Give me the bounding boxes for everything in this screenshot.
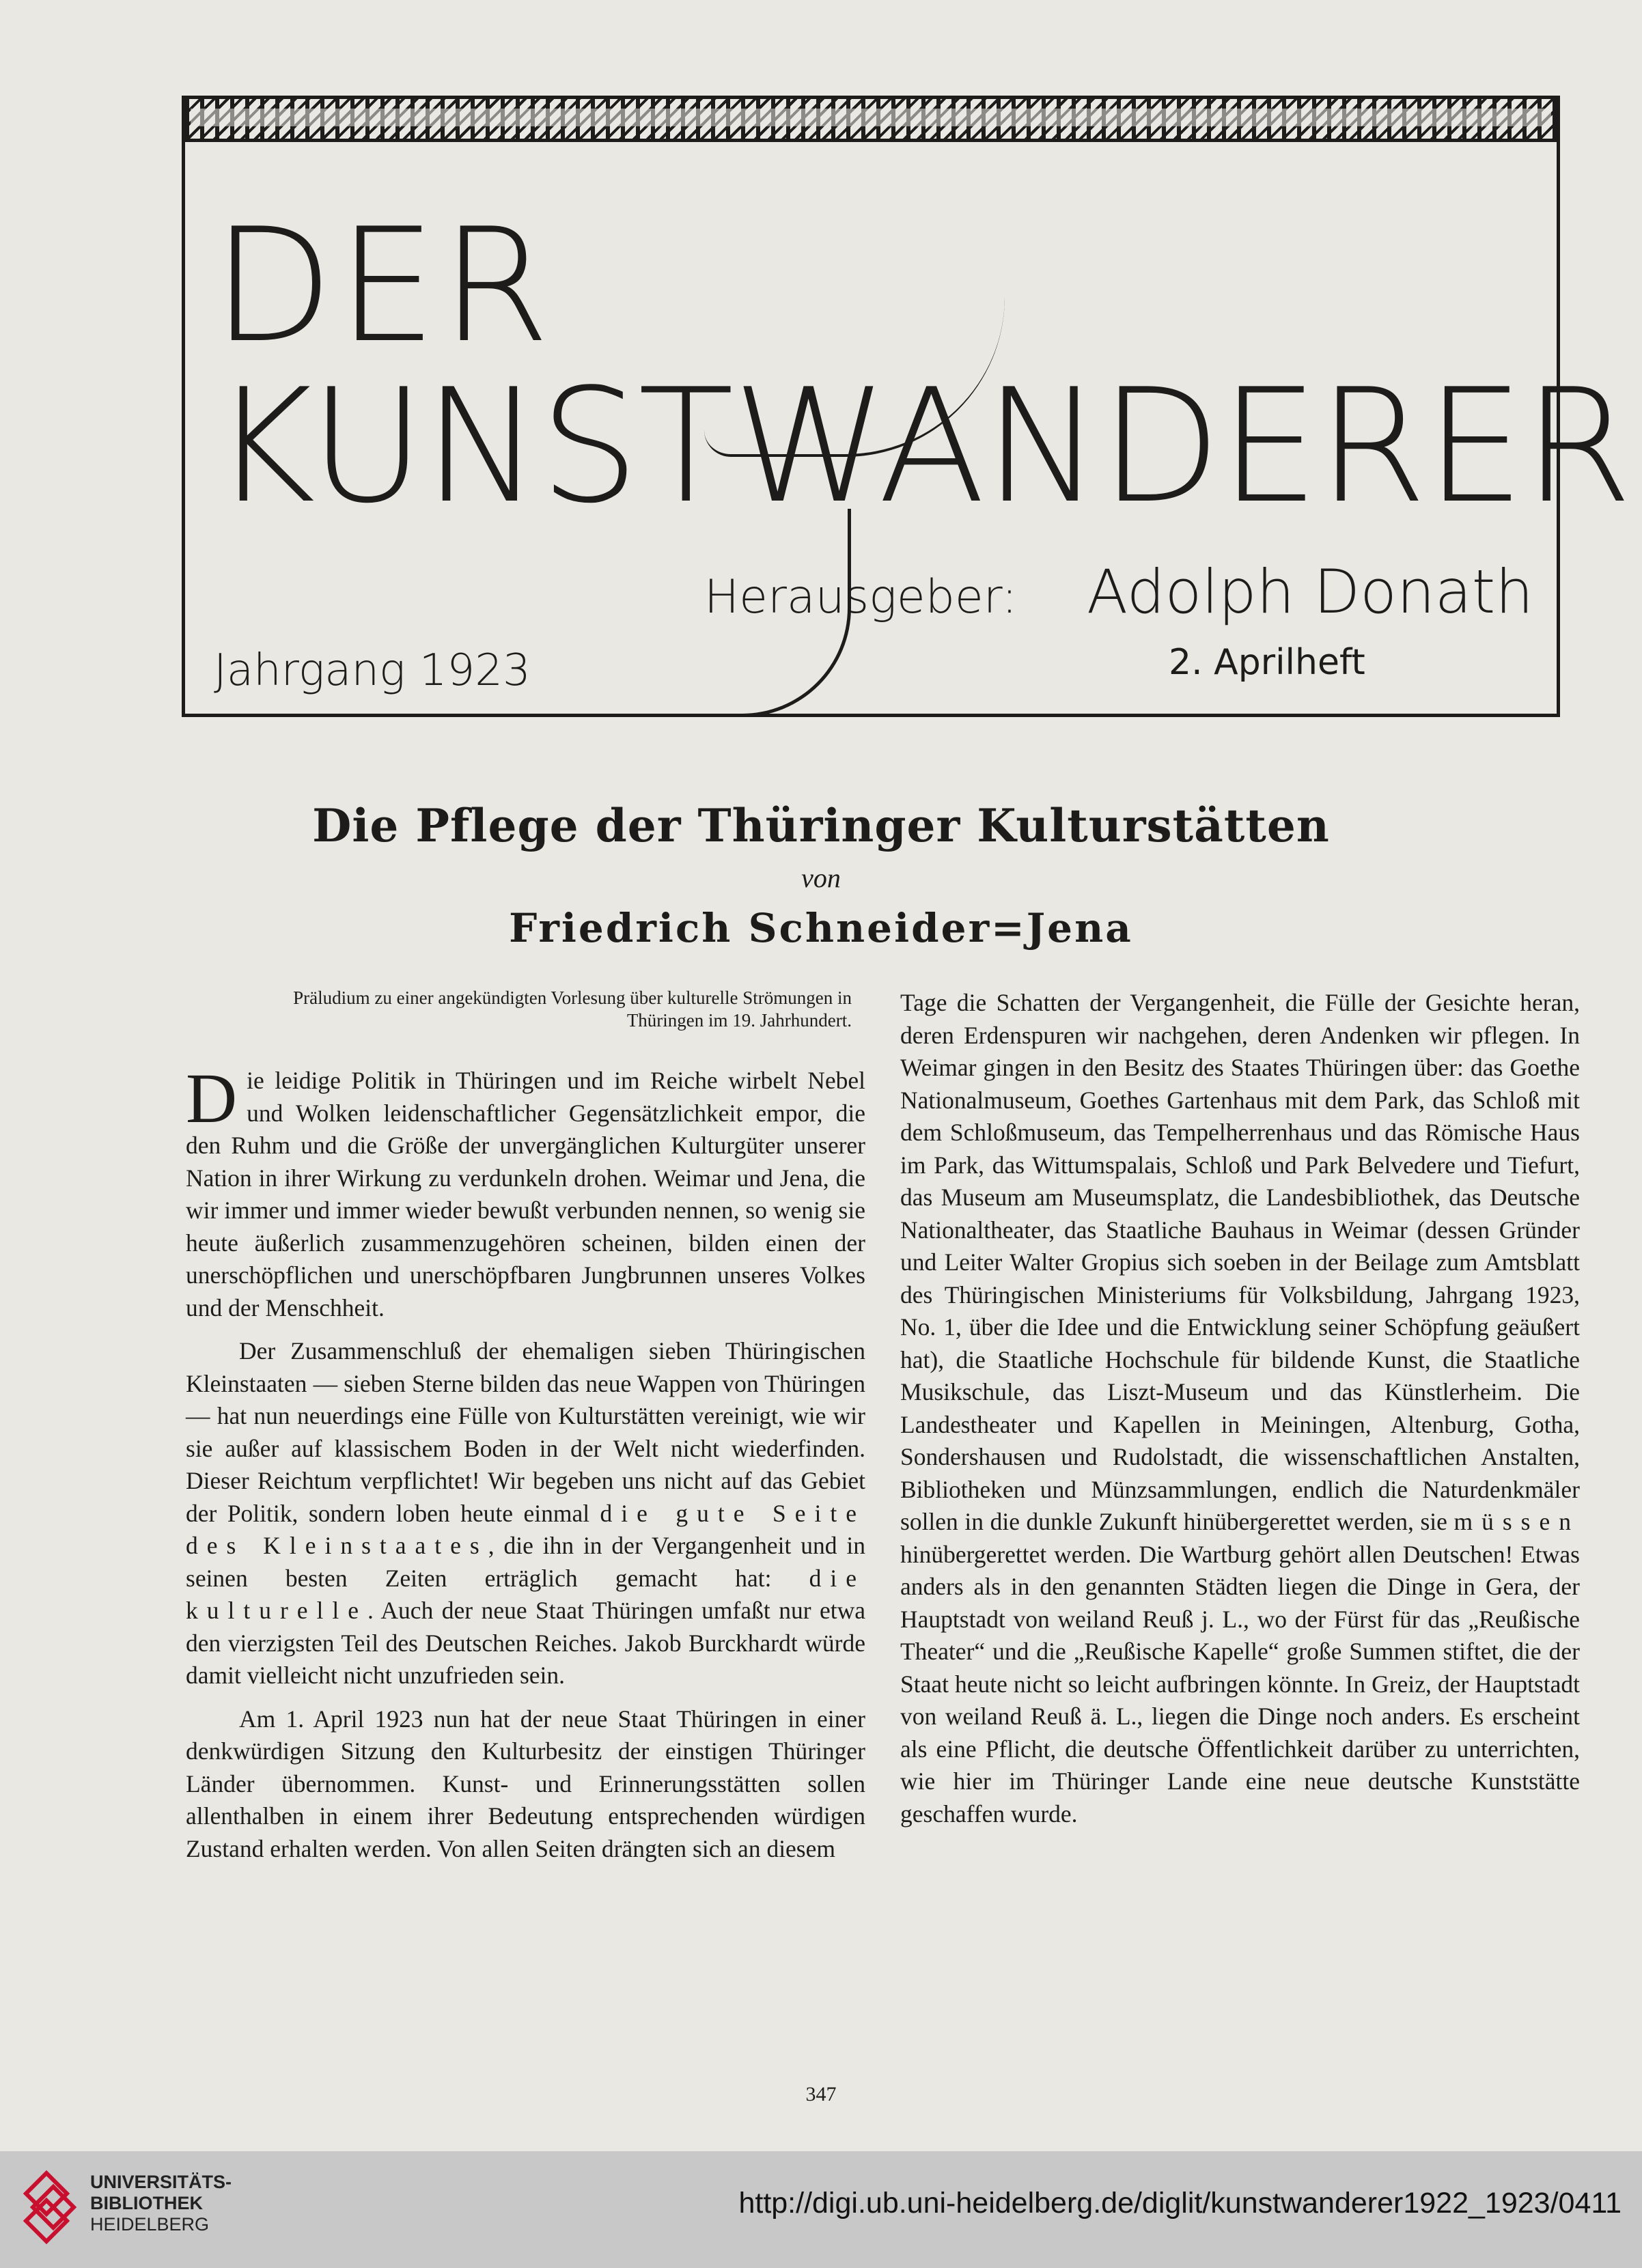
page-number: 347 bbox=[805, 2083, 837, 2105]
source-url[interactable]: http://digi.ub.uni-heidelberg.de/diglit/kunstwanderer1922_1923/0411 bbox=[738, 2187, 1622, 2220]
library-line3: HEIDELBERG bbox=[90, 2214, 210, 2235]
publisher-name: Adolph Donath bbox=[1087, 557, 1533, 627]
prelude-note: Präludium zu einer angekündigten Vorlesung über kulturelle Strömungen in Thüringen im 19. Jahrhundert. bbox=[293, 988, 852, 1031]
text-column-right bbox=[900, 987, 1580, 1830]
emphasis-spaced: die gute Seite des Kleinstaates bbox=[186, 1499, 865, 1559]
paragraph-1-text: ie leidige Politik in Thüringen und im Reiche wirbelt Nebel und Wolken leidenschaftlicher Gegensätzlichkeit empor, die den Ruhm und die Größe der unvergänglichen Kulturgüter unserer Nation in ihrer Wirkung zu verdunkeln drohen. Weimar und Jena, die wir immer und immer wieder bewußt verbunden nennen, so wenig sie heute äußerlich zusammenzugehören scheinen, bilden einen der unerschöpflichen und unerschöpfbaren Jungbrunnen unseres Volkes und der Menschheit. bbox=[186, 1067, 865, 1321]
library-name bbox=[90, 2172, 232, 2235]
paragraph-2-text-c: . Auch der neue Staat Thüringen umfaßt nur etwa den vierzigsten Teil des Deutschen Reiches. Jakob Burckhardt würde damit vielleicht nicht unzufrieden sein. bbox=[186, 1597, 865, 1689]
emphasis-spaced: die kulturelle bbox=[186, 1564, 865, 1624]
issue-label: 2. Aprilheft bbox=[1169, 642, 1365, 683]
byline-author: Friedrich Schneider=Jena bbox=[509, 905, 1133, 951]
paragraph-2-text-b: , die ihn in der Vergangenheit und in seinen besten Zeiten erträglich gemacht hat: bbox=[186, 1532, 865, 1592]
drop-cap: D bbox=[186, 1059, 238, 1138]
paragraph-4-text-a: Tage die Schatten der Vergangenheit, die Fülle der Gesichte heran, deren Erdenspuren wir nachgehen, deren Andenken wir pflegen. In Weimar gingen in den Besitz des Staates Thüringen über: das Goethe Nationalmuseum, Goethes Gartenhaus mit dem Park, das Schloß mit dem Schloßmuseum, das Tempelherrenhaus und das Römische Haus im Park, das Wittumspalais, Schloß und Park Belvedere und Tiefurt, das Museum am Museumsplatz, die Landesbibliothek, das Deutsche Nationaltheater, das Staatliche Bauhaus in Weimar (dessen Gründer und Leiter Walter Gropius sich soeben in der Beilage zum Amtsblatt des Thüringischen Ministeriums für Volksbildung, Jahrgang 1923, No. 1, über die Idee und die Entwicklung seiner Schöpfung geäußert hat), die Staatliche Hochschule für bildende Kunst, die Staatliche Musikschule, das Liszt-Museum und das Künstlerheim. Die Landestheater und Kapellen in Meiningen, Altenburg, Gotha, Sondershausen und Rudolstadt, die wissenschaftlichen Anstalten, Bibliotheken und Münzsammlungen, endlich die Naturdenkmäler sollen in die dunkle Zukunft hinübergerettet werden, sie bbox=[900, 989, 1580, 1535]
ornament-border bbox=[185, 99, 1557, 142]
masthead-title-line2: KUNSTWANDERER bbox=[212, 356, 1632, 538]
byline-von: von bbox=[801, 863, 841, 893]
paragraph-4 bbox=[900, 987, 1580, 1830]
masthead-title-line1: DER bbox=[212, 195, 555, 378]
paragraph-3: Am 1. April 1923 nun hat der neue Staat Thüringen in einer denkwürdigen Sitzung den Kulturbesitz der einstigen Thüringer Länder übernommen. Kunst- und Erinnerungsstätten sollen allenthalben in einem ihrer Bedeutung entsprechenden würdigen Zustand erhalten werden. Von allen Seiten drängten sich an diesem bbox=[186, 1705, 865, 1862]
paragraph-2 bbox=[186, 1335, 865, 1692]
paragraph-4-text-b: hinübergerettet werden. Die Wartburg gehört allen Deutschen! Etwas anders als in den genannten Städten liegen die Dinge in Gera, der Hauptstadt von weiland Reuß j. L., wo der Fürst für das „Reußische Theater“ und die „Reußische Kapelle“ große Summen stiftet, die der Staat heute nicht so leicht aufbringen könnte. In Greiz, der Hauptstadt von weiland Reuß ä. L., liegen die Dinge noch anders. Es erscheint als eine Pflicht, die deutsche Öffentlichkeit darüber zu unterrichten, wie hier im Thüringer Lande eine neue deutsche Kunststätte geschaffen wurde. bbox=[900, 1540, 1580, 1828]
text-column-left bbox=[186, 987, 865, 1865]
paragraph-1 bbox=[186, 1059, 865, 1324]
article-title: Die Pflege der Thüringer Kulturstätten bbox=[312, 799, 1330, 852]
library-line2: BIBLIOTHEK bbox=[90, 2193, 203, 2213]
library-line1: UNIVERSITÄTS- bbox=[90, 2172, 232, 2192]
footer-bar bbox=[0, 2151, 1642, 2268]
publisher-label: Herausgeber: bbox=[704, 570, 1018, 624]
ub-heidelberg-logo-icon bbox=[19, 2166, 79, 2248]
masthead bbox=[182, 96, 1632, 717]
volume-year: Jahrgang 1923 bbox=[214, 645, 531, 696]
emphasis-spaced: müssen bbox=[1453, 1508, 1580, 1535]
paragraph-2-text-a: Der Zusammenschluß der ehemaligen sieben Thüringischen Kleinstaaten — sieben Sterne bilden das neue Wappen von Thüringen — hat nun neuerdings eine Fülle von Kulturstätten vereinigt, wie wir sie außer auf klassischem Boden in der Welt nicht wiederfinden. Dieser Reichtum verpflichtet! Wir begeben uns nicht auf das Gebiet der Politik, sondern loben heute einmal bbox=[186, 1337, 865, 1527]
